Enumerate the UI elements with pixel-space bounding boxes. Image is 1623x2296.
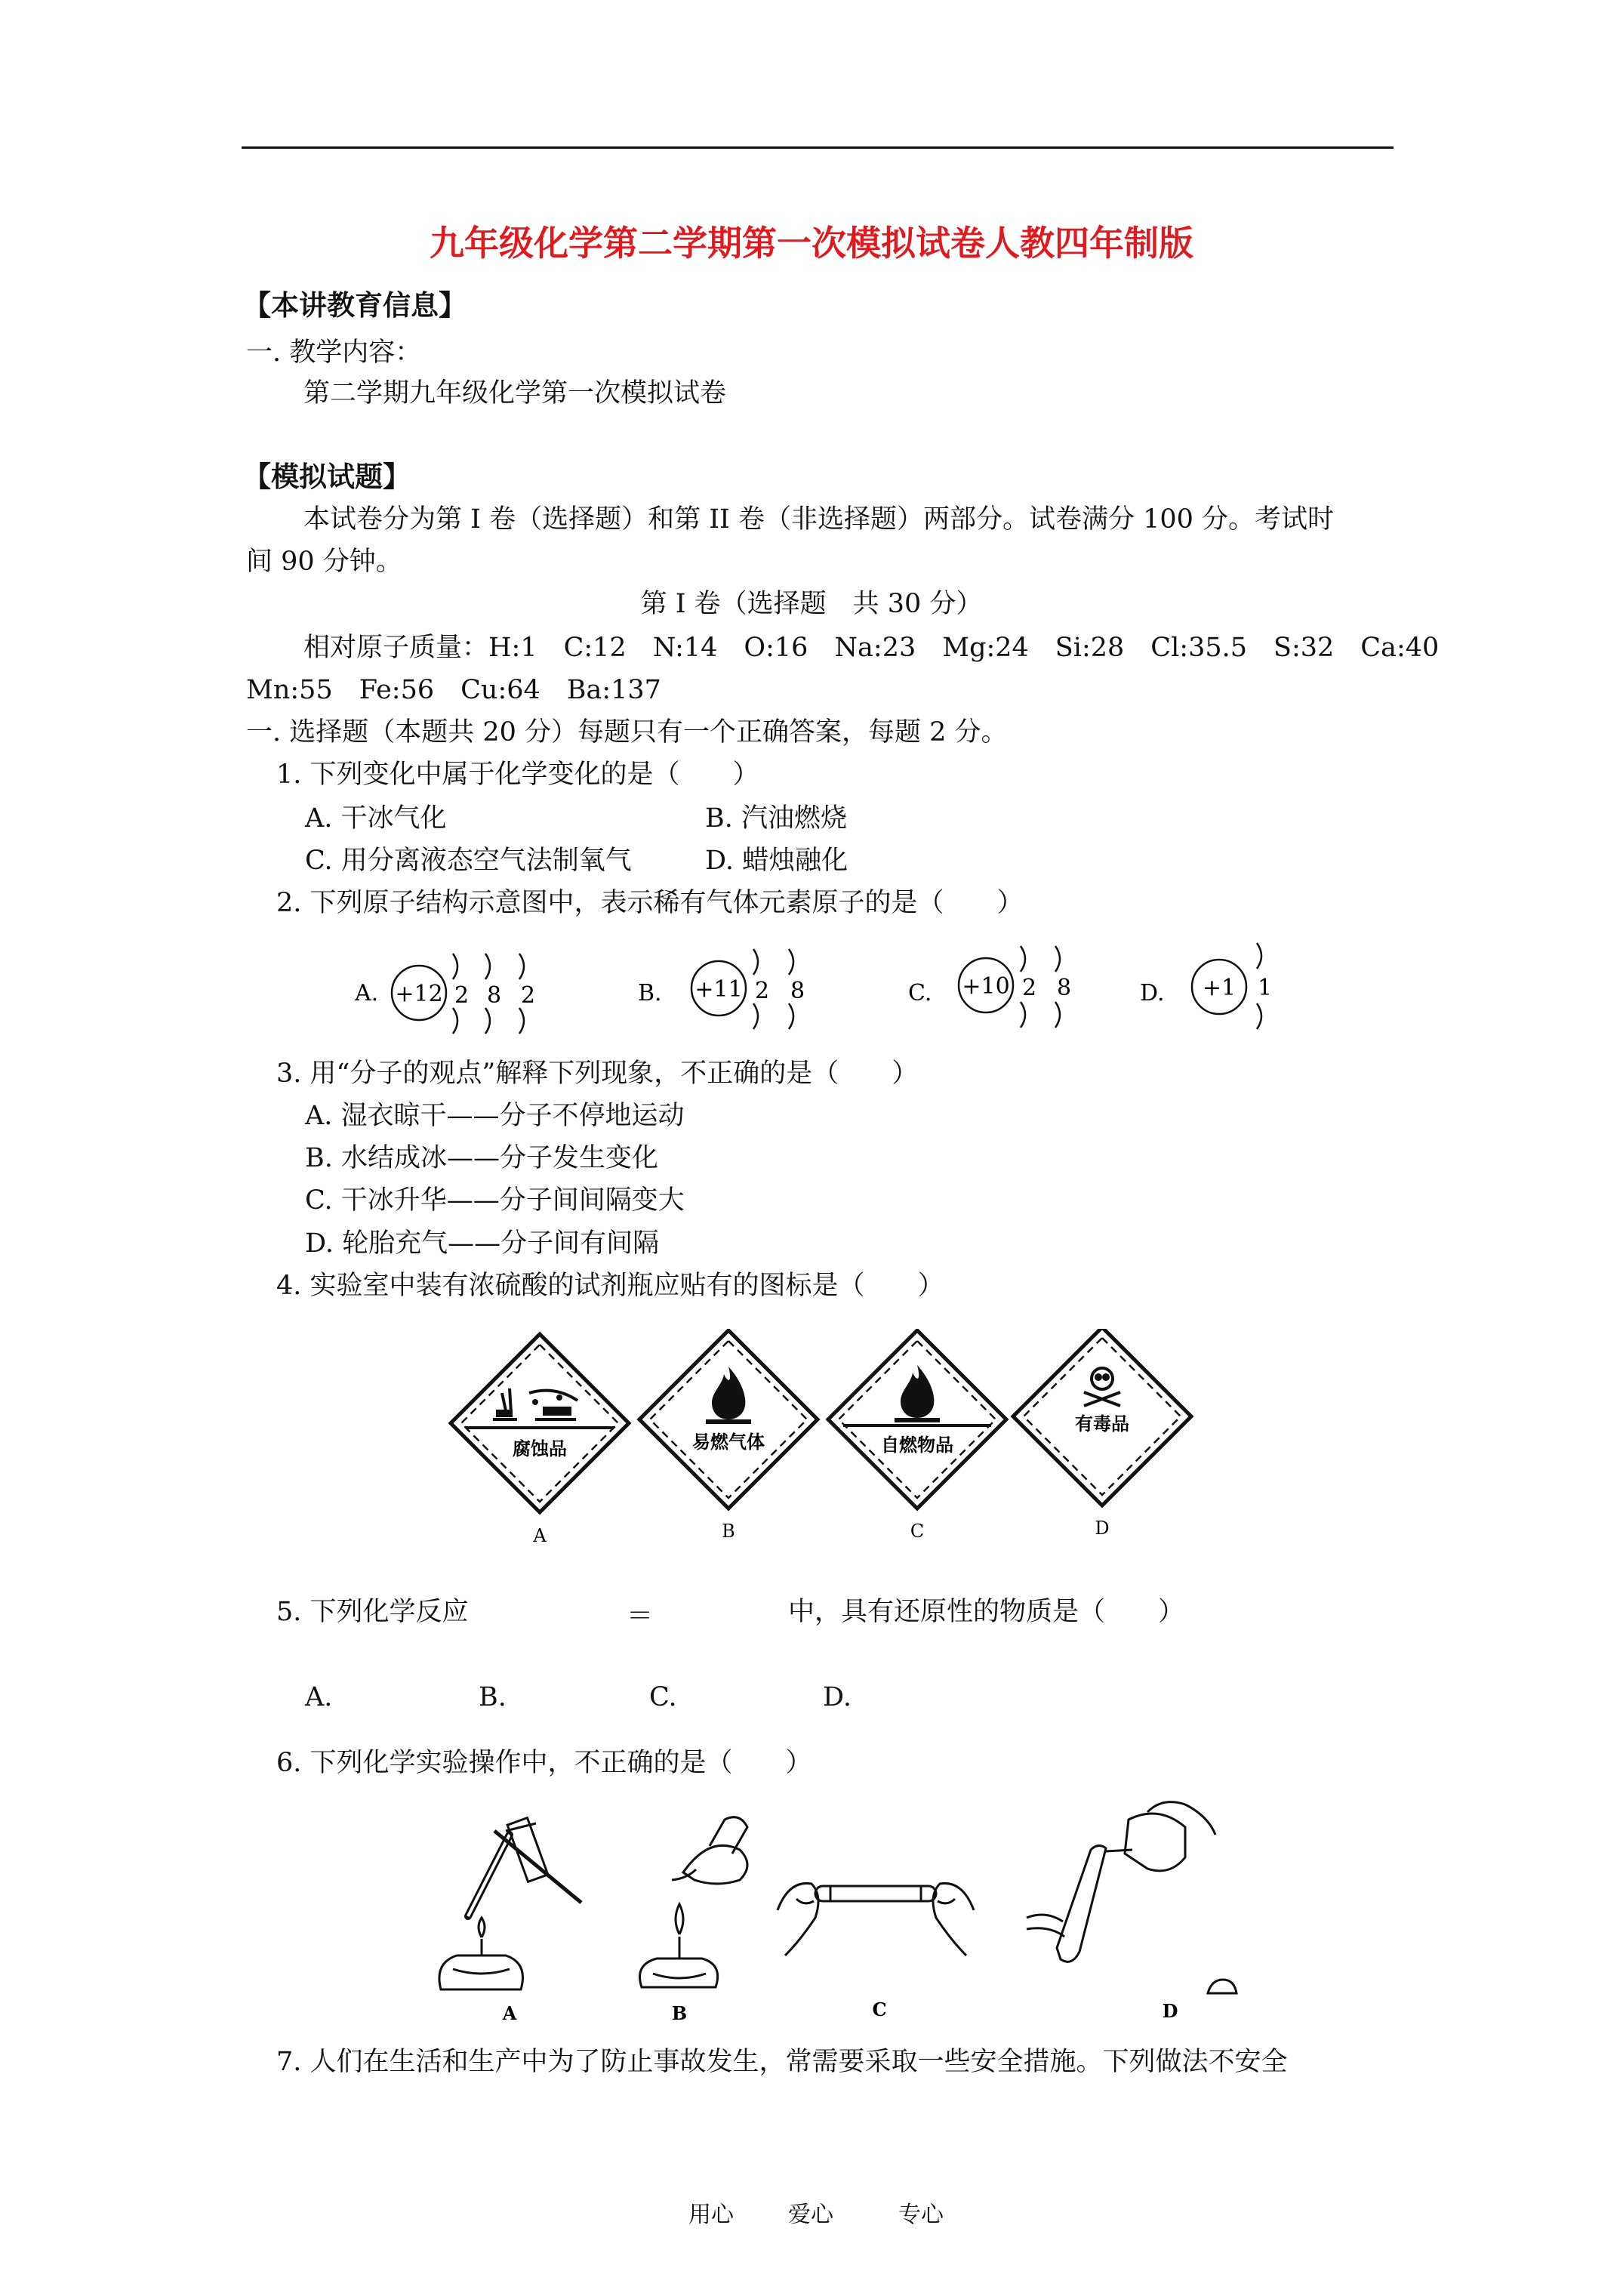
hazard-sign-a bbox=[451, 1334, 629, 1512]
page-title: 九年级化学第二学期第一次模拟试卷人教四年制版 bbox=[430, 223, 1193, 264]
hazard-sign-a-text: 腐蚀品 bbox=[513, 1438, 567, 1459]
hazard-sign-d-letter: D bbox=[1095, 1518, 1110, 1539]
q1-option-b: B. 汽油燃烧 bbox=[705, 803, 847, 834]
content-heading: 一. 教学内容： bbox=[246, 337, 422, 368]
atom-label-b: B. bbox=[638, 980, 662, 1006]
q5-option-d: D. bbox=[823, 1682, 852, 1712]
q5-stem-left: 5. 下列化学反应 bbox=[276, 1597, 469, 1627]
footer-text-1: 用心 bbox=[688, 2202, 734, 2228]
hazard-sign-b bbox=[639, 1330, 818, 1509]
corrosive-icon bbox=[493, 1388, 577, 1419]
atom-shell-b-1: 2 bbox=[755, 978, 770, 1004]
atomic-mass-line-2: Mn:55 Fe:56 Cu:64 Ba:137 bbox=[246, 675, 661, 705]
q5-option-c: C. bbox=[649, 1682, 677, 1712]
atom-shell-a-1: 2 bbox=[454, 982, 470, 1009]
hazard-sign-d bbox=[1013, 1329, 1191, 1505]
atom-label-d: D. bbox=[1140, 980, 1165, 1006]
atom-shell-d-1: 1 bbox=[1258, 975, 1273, 1001]
q3-stem: 3. 用“分子的观点”解释下列现象，不正确的是（ ） bbox=[276, 1059, 919, 1089]
hazard-sign-c-letter: C bbox=[910, 1521, 925, 1542]
footer-text-3: 专心 bbox=[898, 2202, 944, 2228]
q7-stem: 7. 人们在生活和生产中为了防止事故发生，常需要采取一些安全措施。下列做法不安全 bbox=[276, 2047, 1288, 2077]
q3-option-b: B. 水结成冰——分子发生变化 bbox=[305, 1143, 658, 1173]
q2-stem: 2. 下列原子结构示意图中，表示稀有气体元素原子的是（ ） bbox=[276, 888, 1024, 918]
atom-nucleus-d: +1 bbox=[1202, 975, 1236, 1001]
lab-illustration-c bbox=[778, 1883, 974, 1955]
hazard-sign-c-text: 自燃物品 bbox=[881, 1434, 953, 1456]
lab-letter-b: B bbox=[671, 2002, 688, 2024]
mc-heading: 一. 选择题（本题共 20 分）每题只有一个正确答案，每题 2 分。 bbox=[246, 717, 1008, 747]
intro-line-1: 本试卷分为第 I 卷（选择题）和第 II 卷（非选择题）两部分。试卷满分 100 分。考试时 bbox=[303, 504, 1335, 535]
skull-icon bbox=[1084, 1368, 1120, 1406]
q1-option-c: C. 用分离液态空气法制氧气 bbox=[305, 846, 632, 876]
q3-option-a: A. 湿衣晾干——分子不停地运动 bbox=[305, 1101, 685, 1131]
atom-diagram-c bbox=[908, 946, 1071, 1028]
q1-option-d: D. 蜡烛融化 bbox=[705, 846, 848, 876]
atom-diagram-d bbox=[1140, 943, 1272, 1029]
lab-letter-c: C bbox=[872, 1999, 887, 2020]
lab-operations-figure bbox=[423, 1789, 1261, 2031]
atomic-mass-line-1: 相对原子质量：H:1 C:12 N:14 O:16 Na:23 Mg:24 Si:28 Cl:35.5 S:32 Ca:40 bbox=[303, 633, 1440, 663]
content-text: 第二学期九年级化学第一次模拟试卷 bbox=[303, 378, 727, 408]
atom-nucleus-c: +10 bbox=[962, 973, 1010, 1000]
atom-diagram-b bbox=[638, 949, 805, 1029]
q1-option-a: A. 干冰气化 bbox=[305, 803, 447, 834]
q6-stem: 6. 下列化学实验操作中，不正确的是（ ） bbox=[276, 1748, 812, 1778]
atom-shell-a-2: 8 bbox=[487, 982, 502, 1009]
atom-shell-a-3: 2 bbox=[521, 982, 536, 1009]
flame-icon bbox=[895, 1365, 940, 1422]
q4-stem: 4. 实验室中装有浓硫酸的试剂瓶应贴有的图标是（ ） bbox=[276, 1271, 944, 1301]
lab-illustration-b bbox=[640, 1817, 748, 1987]
hazard-sign-b-letter: B bbox=[722, 1521, 735, 1542]
q5-equals: ＝ bbox=[627, 1601, 654, 1632]
section-heading-info: 【本讲教育信息】 bbox=[243, 288, 467, 322]
atom-diagram-a bbox=[354, 954, 535, 1034]
q5-option-a: A. bbox=[305, 1682, 333, 1712]
intro-line-2: 间 90 分钟。 bbox=[246, 547, 402, 577]
atom-shell-b-2: 8 bbox=[790, 978, 805, 1004]
part1-title: 第 I 卷（选择题 共 30 分） bbox=[640, 589, 983, 619]
hazard-sign-d-text: 有毒品 bbox=[1075, 1413, 1129, 1435]
atom-nucleus-b: +11 bbox=[694, 976, 743, 1003]
hazard-sign-c bbox=[828, 1330, 1006, 1509]
q3-option-c: C. 干冰升华——分子间间隔变大 bbox=[305, 1185, 685, 1216]
lab-illustration-d bbox=[1027, 1802, 1236, 1993]
q5-option-b: B. bbox=[479, 1682, 507, 1712]
atom-label-a: A. bbox=[355, 980, 379, 1006]
footer-text-2: 爱心 bbox=[788, 2202, 833, 2228]
lab-illustration-a bbox=[439, 1818, 581, 1989]
q1-stem: 1. 下列变化中属于化学变化的是（ ） bbox=[276, 760, 759, 790]
section-heading-sim: 【模拟试题】 bbox=[243, 460, 411, 493]
atom-shell-c-2: 8 bbox=[1057, 975, 1072, 1001]
atom-label-c: C. bbox=[908, 980, 932, 1006]
hazard-signs-figure bbox=[445, 1329, 1200, 1548]
hazard-sign-a-letter: A bbox=[533, 1525, 547, 1546]
lab-letter-a: A bbox=[502, 2002, 517, 2024]
flame-icon bbox=[706, 1367, 751, 1424]
header-rule bbox=[242, 146, 1394, 149]
lab-letter-d: D bbox=[1162, 2000, 1178, 2022]
q3-option-d: D. 轮胎充气——分子间有间隔 bbox=[305, 1228, 660, 1259]
atom-shell-c-1: 2 bbox=[1022, 975, 1037, 1001]
hazard-sign-b-text: 易燃气体 bbox=[692, 1431, 765, 1453]
q5-stem-right: 中，具有还原性的物质是（ ） bbox=[788, 1597, 1185, 1627]
atom-structure-diagrams bbox=[332, 940, 1329, 1038]
atom-nucleus-a: +12 bbox=[395, 981, 443, 1007]
